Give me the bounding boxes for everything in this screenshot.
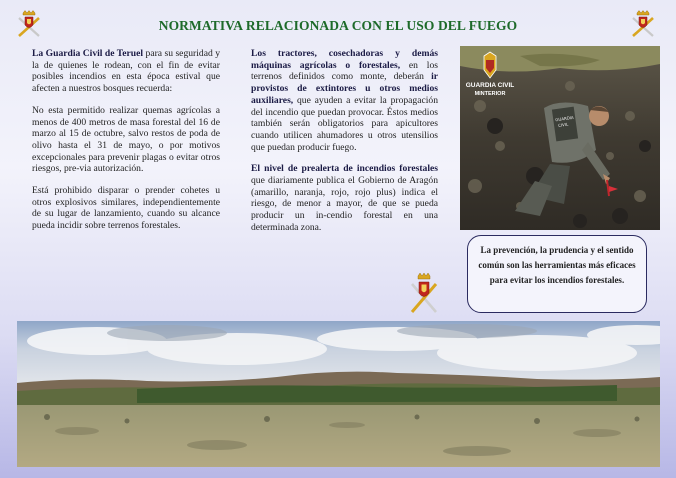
prealert-paragraph [251, 163, 438, 233]
landscape-photo [17, 321, 660, 467]
machinery-mid: en los terrenos definidos como monte, deberán [251, 59, 438, 83]
vest-label: GUARDIA [554, 114, 575, 123]
intro-bold: La Guardia Civil de Teruel [32, 48, 144, 59]
guardia-civil-emblem-icon [16, 10, 42, 38]
guard-inspection-photo [460, 46, 660, 230]
page-title: NORMATIVA RELACIONADA CON EL USO DEL FUEGO [158, 18, 518, 33]
machinery-rest: que ayuden a evitar la propagación del incendio que puedan provocar. Éstos medios también serán obligatorios para apicultores cuando utilicen ahumadores u otros utensilios que puedan producir fuego. [251, 94, 438, 153]
text-column-middle [251, 48, 438, 244]
badge-line1: GUARDIA CIVIL [465, 82, 515, 89]
prealert-bold: El nivel de prealerta de incendios forestales [251, 163, 438, 175]
machinery-bold-b: ir provistos de extintores u otros medios auxiliares, [251, 71, 438, 106]
intro-text: para su seguridad y la de quienes le rodean, con el fin de evitar posibles incendios en esta época estival que afecten a nuestros bosques recuerda: [32, 48, 220, 95]
intro-paragraph [32, 48, 220, 95]
vest-label: CIVIL [557, 121, 569, 128]
machinery-bold-a: Los tractores, cosechadoras y demás máquinas agrícolas o forestales, [251, 48, 438, 71]
fireworks-paragraph: Está prohibido disparar o prender cohetes u otros explosivos similares, independientemente de su lugar de lanzamiento, cuando su alcance pueda incidir sobre terrenos forestales. [32, 185, 220, 232]
guardia-civil-emblem-icon [409, 272, 439, 316]
machinery-paragraph [251, 48, 438, 153]
burning-rules-paragraph: No esta permitido realizar quemas agrícolas a menos de 400 metros de masa forestal del 16 de marzo al 15 de octubre, salvo restos de poda de olivo hasta el 31 de mayo, o por motivos excepcionales para prevenir plagas o evitar otros riesgos, pre-via autorización. [32, 104, 220, 175]
prealert-rest: que diariamente publica el Gobierno de Aragón (amarillo, naranja, rojo, rojo plus) indica el riesgo, de menor a mayor, de que se pueda producir un in-cendio forestal en una determinada zona. [251, 175, 438, 233]
badge-line2: MINTERIOR [474, 91, 506, 97]
prevention-callout: La prevención, la prudencia y el sentido común son las herramientas más eficaces para evitar los incendios forestales. [467, 235, 647, 313]
guardia-civil-emblem-icon [630, 10, 656, 38]
text-column-left [32, 48, 220, 242]
